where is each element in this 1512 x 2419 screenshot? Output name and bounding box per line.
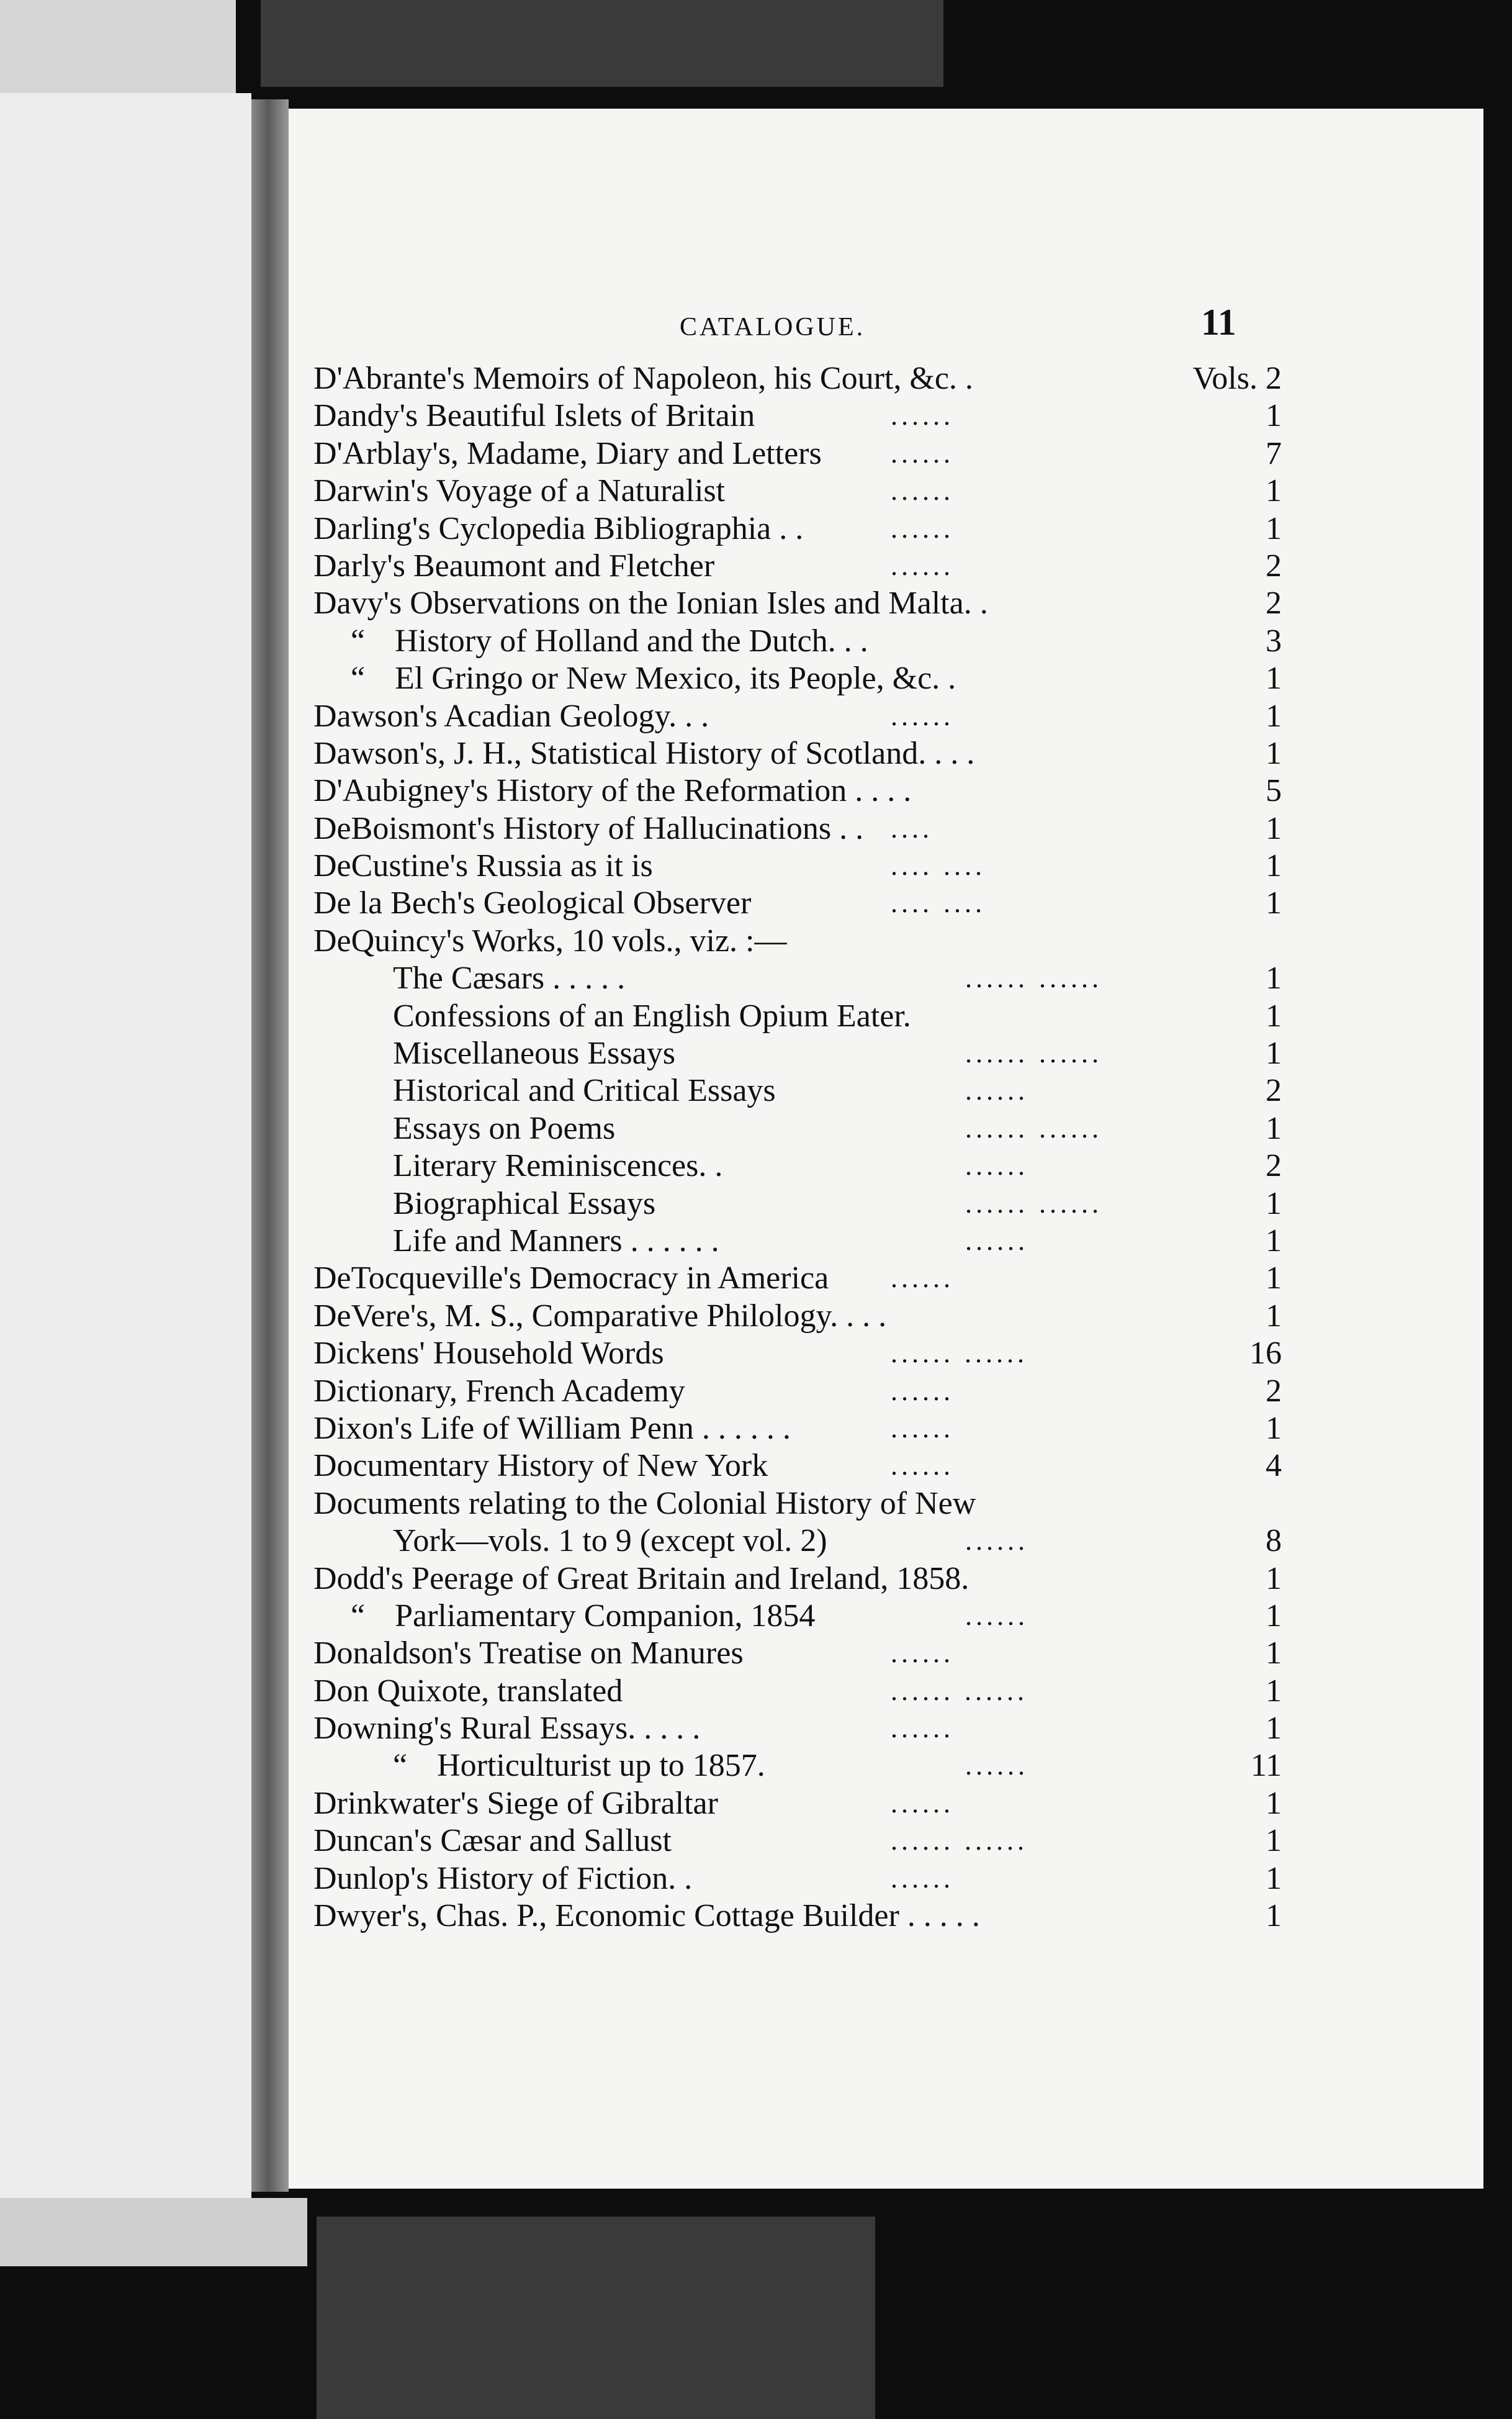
catalogue-entry xyxy=(313,1560,1282,1598)
catalogue-entry xyxy=(313,1747,1282,1784)
catalogue-entry xyxy=(313,435,1282,472)
entry-title xyxy=(313,772,911,810)
entry-title xyxy=(313,1860,692,1897)
entry-volumes: 1 xyxy=(1266,473,1282,509)
entry-volumes: 1 xyxy=(1266,961,1282,997)
entry-title-text: Dawson's Acadian Geology. . . xyxy=(313,698,709,734)
entry-title-text: DeBoismont's History of Hallucinations . . xyxy=(313,810,864,846)
entry-title-text: Life and Manners . . . . . . xyxy=(393,1223,719,1259)
leader-dots: .... xyxy=(891,813,933,844)
entry-volumes: 1 xyxy=(1266,1223,1282,1259)
entry-volumes: 1 xyxy=(1266,1785,1282,1821)
catalogue-entry xyxy=(313,810,1282,848)
entry-volumes: 1 xyxy=(1266,1823,1282,1859)
entry-title-text: Dictionary, French Academy xyxy=(313,1373,685,1409)
entry-title xyxy=(393,1147,722,1185)
leader-dots: .... .... xyxy=(891,888,986,919)
entry-title xyxy=(313,1298,886,1335)
catalogue-entry xyxy=(313,1072,1282,1110)
scan-background-top xyxy=(261,0,943,87)
entry-title-text: Darling's Cyclopedia Bibliographia . . xyxy=(313,510,804,546)
leader-dots: ...... xyxy=(891,1263,954,1294)
leader-dots: .... .... xyxy=(891,851,986,882)
entry-volumes: 1 xyxy=(1266,1898,1282,1934)
leader-dots: ...... xyxy=(965,1225,1028,1256)
entry-volumes: 1 xyxy=(1266,1185,1282,1221)
leader-dots: ...... xyxy=(891,1638,954,1669)
entry-title xyxy=(313,1710,700,1747)
entry-title xyxy=(313,735,974,772)
entry-title-text: Parliamentary Companion, 1854 xyxy=(395,1598,816,1634)
entry-title xyxy=(313,923,787,960)
ditto-mark: “ xyxy=(393,1748,408,1784)
entry-volumes: 2 xyxy=(1266,1073,1282,1109)
entry-volumes: 4 xyxy=(1266,1448,1282,1484)
leader-dots: ...... ...... xyxy=(891,1675,1028,1706)
leader-dots: ...... ...... xyxy=(891,1338,1028,1369)
entry-title xyxy=(313,848,653,885)
catalogue-entry xyxy=(313,1223,1282,1260)
entry-title-text: D'Aubigney's History of the Reformation . . . . xyxy=(313,773,912,809)
entry-volumes: 1 xyxy=(1266,1860,1282,1896)
catalogue-entry xyxy=(313,1335,1282,1372)
entry-title xyxy=(351,623,868,660)
entry-title xyxy=(313,885,751,922)
entry-title xyxy=(313,1373,685,1410)
entry-volumes: 11 xyxy=(1250,1748,1282,1784)
catalogue-entry xyxy=(313,1447,1282,1485)
catalogue-entry xyxy=(313,397,1282,435)
page-header xyxy=(289,295,1483,357)
entry-volumes: 1 xyxy=(1266,1298,1282,1334)
catalogue-entry xyxy=(313,1147,1282,1185)
entry-volumes: 1 xyxy=(1266,1598,1282,1634)
entry-title xyxy=(313,585,988,622)
entry-title-text: Dodd's Peerage of Great Britain and Ireland, 1858. xyxy=(313,1560,970,1596)
leader-dots: ...... xyxy=(891,1788,954,1819)
entry-title xyxy=(393,1072,776,1110)
catalogue-entry xyxy=(313,660,1282,697)
entry-title-text: York—vols. 1 to 9 (except vol. 2) xyxy=(393,1523,827,1559)
entry-title xyxy=(313,1485,976,1522)
catalogue-entry xyxy=(313,360,1282,397)
leader-dots: ...... xyxy=(891,400,954,432)
catalogue-entry xyxy=(313,1635,1282,1672)
entry-title xyxy=(313,1335,664,1372)
leader-dots: ...... xyxy=(965,1600,1028,1631)
entry-title-text: Horticulturist up to 1857. xyxy=(437,1748,765,1784)
entry-title xyxy=(313,360,973,397)
facing-page-left xyxy=(0,93,251,2198)
catalogue-entry xyxy=(313,885,1282,922)
entry-title xyxy=(313,1635,744,1672)
entry-volumes: 1 xyxy=(1266,1110,1282,1146)
catalogue-entry xyxy=(313,772,1282,810)
adjacent-page-scrap-bottom xyxy=(0,2198,307,2266)
entry-title-text: Don Quixote, translated xyxy=(313,1673,623,1709)
catalogue-entry xyxy=(313,1260,1282,1297)
entry-volumes: 1 xyxy=(1266,735,1282,771)
leader-dots: ...... xyxy=(891,513,954,544)
entry-title-text: Confessions of an English Opium Eater. xyxy=(393,998,911,1034)
leader-dots: ...... xyxy=(965,1075,1028,1106)
catalogue-entry xyxy=(313,1785,1282,1822)
leader-dots: ...... xyxy=(965,1151,1028,1182)
catalogue-entry xyxy=(313,1860,1282,1897)
entry-volumes: 8 xyxy=(1266,1523,1282,1559)
catalogue-entry xyxy=(313,623,1282,660)
leader-dots: ...... ...... xyxy=(965,1188,1102,1219)
entry-title xyxy=(393,960,625,997)
leader-dots: ...... xyxy=(965,1526,1028,1557)
catalogue-entry xyxy=(313,848,1282,885)
entry-title-text: Donaldson's Treatise on Manures xyxy=(313,1635,744,1671)
entry-title xyxy=(313,472,725,510)
entry-title-text: Documentary History of New York xyxy=(313,1448,768,1484)
entry-volumes: 2 xyxy=(1266,548,1282,584)
entry-title-text: DeQuincy's Works, 10 vols., viz. :— xyxy=(313,923,787,959)
entry-volumes: 2 xyxy=(1266,586,1282,622)
entry-volumes: 1 xyxy=(1266,661,1282,697)
catalogue-entry xyxy=(313,548,1282,585)
entry-volumes: 1 xyxy=(1266,810,1282,846)
catalogue-entry xyxy=(313,510,1282,548)
entry-title-text: Duncan's Cæsar and Sallust xyxy=(313,1823,672,1859)
entry-title xyxy=(313,1673,623,1710)
entry-volumes: 1 xyxy=(1266,1260,1282,1296)
entry-volumes: 1 xyxy=(1266,1036,1282,1072)
entry-title-text: Dickens' Household Words xyxy=(313,1336,664,1372)
entry-title xyxy=(313,1410,791,1447)
entry-title xyxy=(313,1560,969,1598)
catalogue-entry xyxy=(313,998,1282,1035)
catalogue-entry xyxy=(313,585,1282,622)
leader-dots: ...... xyxy=(891,1863,954,1894)
entry-title xyxy=(313,1785,718,1822)
entry-title-text: D'Arblay's, Madame, Diary and Letters xyxy=(313,435,822,471)
leader-dots: ...... xyxy=(891,550,954,581)
leader-dots: ...... ...... xyxy=(891,1825,1028,1856)
entry-title-text: De la Bech's Geological Observer xyxy=(313,885,752,921)
catalogue-entry xyxy=(313,1485,1282,1522)
entry-title xyxy=(313,810,863,848)
entry-title-text: Documents relating to the Colonial History of New xyxy=(313,1485,976,1521)
entry-title-text: Dandy's Beautiful Islets of Britain xyxy=(313,398,755,434)
entry-title-text: The Cæsars . . . . . xyxy=(393,961,626,997)
catalogue-entry xyxy=(313,1673,1282,1710)
leader-dots: ...... ...... xyxy=(965,1038,1102,1069)
entry-title-text: Dunlop's History of Fiction. . xyxy=(313,1860,693,1896)
catalogue-entries xyxy=(313,360,1282,1935)
entry-title-text: Dixon's Life of William Penn . . . . . . xyxy=(313,1410,791,1446)
entry-title-text: Essays on Poems xyxy=(393,1110,616,1146)
scan-background-bottom xyxy=(317,2217,875,2419)
entry-volumes: 1 xyxy=(1266,848,1282,884)
entry-title xyxy=(313,510,803,548)
entry-title xyxy=(393,1035,675,1072)
catalogue-entry xyxy=(313,960,1282,997)
entry-title xyxy=(313,1447,768,1485)
catalogue-entry xyxy=(313,1522,1282,1560)
entry-title xyxy=(351,1598,815,1635)
catalogue-entry xyxy=(313,1185,1282,1223)
entry-title-text: Darwin's Voyage of a Naturalist xyxy=(313,473,726,509)
entry-volumes: 5 xyxy=(1266,773,1282,809)
entry-volumes: 1 xyxy=(1266,1673,1282,1709)
leader-dots: ...... xyxy=(891,1413,954,1444)
leader-dots: ...... xyxy=(891,1713,954,1744)
catalogue-entry xyxy=(313,1598,1282,1635)
running-title: CATALOGUE. xyxy=(680,313,866,341)
leader-dots: ...... ...... xyxy=(965,1113,1102,1144)
ditto-mark: “ xyxy=(351,661,366,697)
entry-volumes: 16 xyxy=(1249,1336,1282,1372)
entry-title-text: Darly's Beaumont and Fletcher xyxy=(313,548,715,584)
leader-dots: ...... xyxy=(891,1375,954,1406)
catalogue-entry xyxy=(313,1298,1282,1335)
entry-volumes: 1 xyxy=(1266,885,1282,921)
catalogue-page xyxy=(289,109,1483,2189)
entry-title xyxy=(393,1747,765,1784)
entry-title xyxy=(393,1110,615,1147)
book-gutter xyxy=(251,99,289,2192)
entry-title-text: Historical and Critical Essays xyxy=(393,1073,776,1109)
entry-volumes: 1 xyxy=(1266,1635,1282,1671)
entry-volumes: 7 xyxy=(1266,435,1282,471)
entry-title xyxy=(393,1185,655,1223)
entry-volumes: 1 xyxy=(1266,698,1282,734)
entry-title-text: Biographical Essays xyxy=(393,1185,656,1221)
catalogue-entry xyxy=(313,1035,1282,1072)
entry-title xyxy=(393,998,911,1035)
catalogue-entry xyxy=(313,735,1282,772)
leader-dots: ...... xyxy=(891,700,954,731)
entry-volumes: 2 xyxy=(1266,1373,1282,1409)
entry-title-text: Davy's Observations on the Ionian Isles and Malta. . xyxy=(313,586,988,622)
entry-title-text: DeTocqueville's Democracy in America xyxy=(313,1260,829,1296)
catalogue-entry xyxy=(313,698,1282,735)
entry-title xyxy=(313,548,714,585)
entry-volumes: 1 xyxy=(1266,1560,1282,1596)
entry-volumes: 1 xyxy=(1266,510,1282,546)
entry-title-text: Miscellaneous Essays xyxy=(393,1036,675,1072)
entry-volumes: 2 xyxy=(1266,1148,1282,1184)
leader-dots: ...... ...... xyxy=(965,963,1102,994)
leader-dots: ...... xyxy=(891,1450,954,1481)
entry-title-text: Downing's Rural Essays. . . . . xyxy=(313,1711,701,1747)
entry-title-text: Drinkwater's Siege of Gibraltar xyxy=(313,1785,718,1821)
catalogue-entry xyxy=(313,1710,1282,1747)
catalogue-entry xyxy=(313,923,1282,960)
catalogue-entry xyxy=(313,1110,1282,1147)
entry-title xyxy=(393,1522,827,1560)
ditto-mark: “ xyxy=(351,1598,366,1634)
entry-title-text: Dawson's, J. H., Statistical History of Scotland. . . . xyxy=(313,735,975,771)
catalogue-entry xyxy=(313,1410,1282,1447)
entry-title xyxy=(313,1260,829,1297)
entry-title-text: History of Holland and the Dutch. . . xyxy=(395,623,868,659)
entry-volumes: 1 xyxy=(1266,1410,1282,1446)
entry-title xyxy=(351,660,956,697)
entry-title-text: Literary Reminiscences. . xyxy=(393,1148,723,1184)
entry-title xyxy=(313,1822,672,1860)
entry-title-text: D'Abrante's Memoirs of Napoleon, his Court, &c. . xyxy=(313,361,973,396)
catalogue-entry xyxy=(313,472,1282,510)
entry-title-text: Dwyer's, Chas. P., Economic Cottage Builder . . . . . xyxy=(313,1898,980,1934)
leader-dots: ...... xyxy=(891,438,954,469)
entry-volumes: Vols. 2 xyxy=(1192,361,1282,396)
page-number: 11 xyxy=(1201,302,1236,343)
entry-volumes: 1 xyxy=(1266,1711,1282,1747)
entry-title xyxy=(313,435,822,472)
ditto-mark: “ xyxy=(351,623,366,659)
adjacent-page-scrap-top xyxy=(0,0,236,93)
entry-title-text: DeVere's, M. S., Comparative Philology. . . . xyxy=(313,1298,887,1334)
entry-volumes: 1 xyxy=(1266,998,1282,1034)
leader-dots: ...... xyxy=(891,476,954,507)
entry-volumes: 3 xyxy=(1266,623,1282,659)
entry-title xyxy=(313,698,709,735)
entry-title xyxy=(393,1223,719,1260)
catalogue-entry xyxy=(313,1822,1282,1860)
catalogue-entry xyxy=(313,1897,1282,1935)
entry-volumes: 1 xyxy=(1266,398,1282,434)
catalogue-entry xyxy=(313,1373,1282,1410)
entry-title-text: DeCustine's Russia as it is xyxy=(313,848,653,884)
entry-title-text: El Gringo or New Mexico, its People, &c. . xyxy=(395,661,956,697)
entry-title xyxy=(313,397,755,435)
entry-title xyxy=(313,1897,980,1935)
leader-dots: ...... xyxy=(965,1750,1028,1781)
